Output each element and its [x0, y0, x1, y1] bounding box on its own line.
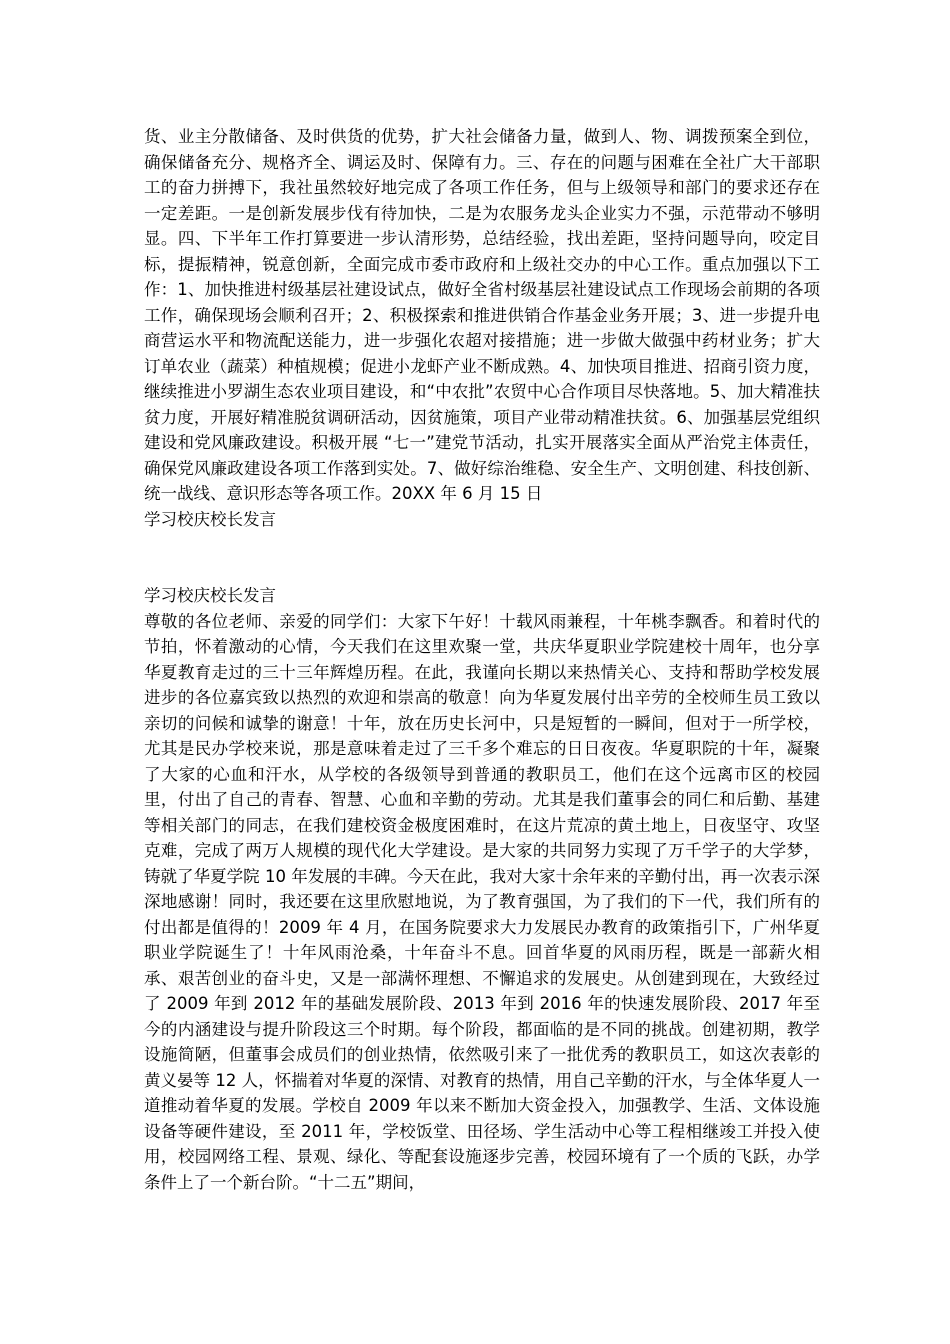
body-paragraph-work-summary: 货、业主分散储备、及时供货的优势，扩大社会储备力量，做到人、物、调拨预案全到位，确保储备充分、规格齐全、调运及时、保障有力。三、存在的问题与困难在全社广大干部职工的奋力拼搏下，我社虽然较好地完成了各项工作任务，但与上级领导和部门的要求还存在一定差距。一是创新发展步伐有待加快，二是为农服务龙头企业实力不强，示范带动不够明显。四、下半年工作打算要进一步认清形势，总结经验，找出差距，坚持问题导向，咬定目标，提振精神，锐意创新，全面完成市委市政府和上级社交办的中心工作。重点加强以下工作：1、加快推进村级基层社建设试点，做好全省村级基层社建设试点工作现场会前期的各项工作，确保现场会顺利召开；2、积极探索和推进供销合作基金业务开展；3、进一步提升电商营运水平和物流配送能力，进一步强化农超对接措施；进一步做大做强中药材业务；扩大订单农业（蔬菜）种植规模；促进小龙虾产业不断成熟。4、加快项目推进、招商引资力度，继续推进小罗湖生态农业项目建设，和“中农批”农贸中心合作项目尽快落地。5、加大精准扶贫力度，开展好精准脱贫调研活动，因贫施策，项目产业带动精准扶贫。6、加强基层党组织建设和党风廉政建设。积极开展 “七一”建党节活动，扎实开展落实全面从严治党主体责任，确保党风廉政建设各项工作落到实处。7、做好综治维稳、安全生产、文明创建、科技创新、统一战线、意识形态等各项工作。20XX 年 6 月 15 日: [144, 127, 820, 503]
document-page: [144, 124, 820, 1195]
section-title-second: 学习校庆校长发言: [144, 586, 276, 605]
section-title-first: 学习校庆校长发言: [144, 509, 276, 529]
blank-gap: [144, 532, 820, 583]
body-paragraph-speech: 尊敬的各位老师、亲爱的同学们：大家下午好！十载风雨兼程，十年桃李飘香。和着时代的节拍，怀着激动的心情，今天我们在这里欢聚一堂，共庆华夏职业学院建校十周年，也分享华夏教育走过的三十三年辉煌历程。在此，我谨向长期以来热情关心、支持和帮助学校发展进步的各位嘉宾致以热烈的欢迎和崇高的敬意！向为华夏发展付出辛劳的全校师生员工致以亲切的问候和诚挚的谢意！十年，放在历史长河中，只是短暂的一瞬间，但对于一所学校，尤其是民办学校来说，那是意味着走过了三千多个难忘的日日夜夜。华夏职院的十年，凝聚了大家的心血和汗水，从学校的各级领导到普通的教职员工，他们在这个远离市区的校园里，付出了自己的青春、智慧、心血和辛勤的劳动。尤其是我们董事会的同仁和后勤、基建等相关部门的同志，在我们建校资金极度困难时，在这片荒凉的黄土地上，日夜坚守、攻坚克难，完成了两万人规模的现代化大学建设。是大家的共同努力实现了万千学子的大学梦，铸就了华夏学院 10 年发展的丰碑。今天在此，我对大家十余年来的辛勤付出，再一次表示深深地感谢！同时，我还要在这里欣慰地说，为了教育强国，为了我们的下一代，我们所有的付出都是值得的！2009 年 4 月，在国务院要求大力发展民办教育的政策指引下，广州华夏职业学院诞生了！十年风雨沧桑，十年奋斗不息。回首华夏的风雨历程，既是一部薪火相承、艰苦创业的奋斗史，又是一部满怀理想、不懈追求的发展史。从创建到现在，大致经过了 2009 年到 2012 年的基础发展阶段、2013 年到 2016 年的快速发展阶段、2017 年至今的内涵建设与提升阶段这三个时期。每个阶段，都面临的是不同的挑战。创建初期，教学设施简陋，但董事会成员们的创业热情，依然吸引来了一批优秀的教职员工，如这次表彰的黄义晏等 12 人，怀揣着对华夏的深情、对教育的热情，用自己辛勤的汗水，与全体华夏人一道推动着华夏的发展。学校自 2009 年以来不断加大资金投入，加强教学、生活、文体设施设备等硬件建设，至 2011 年，学校饭堂、田径场、学生活动中心等工程相继竣工并投入使用，校园网络工程、景观、绿化、等配套设施逐步完善，校园环境有了一个质的飞跃，办学条件上了一个新台阶。“十二五”期间，: [144, 611, 820, 1192]
